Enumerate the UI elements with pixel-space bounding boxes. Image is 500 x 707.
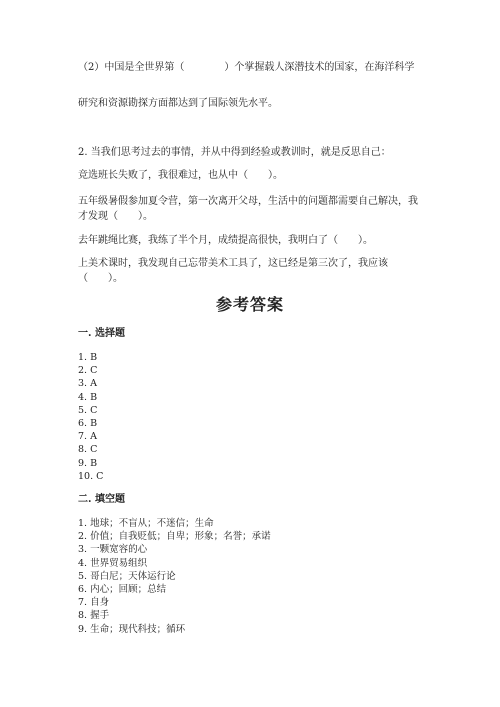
question-2-part-2-line-1: （2）中国是全世界第（ ）个掌握载人深潜技术的国家，在海洋科学: [78, 62, 415, 73]
choice-answer-6: 6. B: [78, 418, 98, 430]
question-3-item-4-line-2: （ ）。: [78, 273, 123, 284]
choice-answer-4: 4. B: [78, 391, 98, 403]
fill-answer-1: 1. 地球；不盲从；不迷信；生命: [78, 518, 214, 529]
choice-answer-2: 2. C: [78, 365, 98, 377]
choice-answer-list: [78, 351, 103, 483]
fill-answer-9: 9. 生命；现代科技；循环: [78, 623, 186, 635]
choice-answer-9: 9. B: [78, 457, 98, 469]
choice-answer-3: 3. A: [78, 378, 97, 390]
choice-answer-8: 8. C: [78, 444, 98, 456]
choice-answer-10: 10. C: [78, 470, 104, 482]
question-3-item-3: 去年跳绳比赛，我练了半个月，成绩提高很快，我明白了（ ）。: [78, 235, 373, 246]
answer-key-title: 参考答案: [215, 295, 284, 314]
choice-answer-7: 7. A: [78, 431, 97, 443]
fill-answer-6: 6. 内心；回顾；总结: [78, 584, 167, 596]
fill-answer-list: [78, 517, 271, 636]
choice-answer-5: 5. C: [78, 404, 98, 416]
question-3-item-2-line-2: 才发现（ ）。: [78, 211, 153, 222]
fill-answer-7: 7. 自身: [78, 597, 110, 609]
fill-answer-5: 5. 哥白尼；天体运行论: [78, 570, 176, 582]
question-3-item-1: 竞选班长失败了，我很难过，也从中（ ）。: [78, 170, 283, 181]
choice-answer-1: 1. B: [78, 352, 98, 363]
question-3-item-4-line-1: 上美术课时，我发现自己忘带美术工具了，这已经是第三次了，我应该: [78, 258, 388, 269]
fill-answer-8: 8. 握手: [78, 610, 110, 622]
fill-answer-4: 4. 世界贸易组织: [78, 557, 148, 569]
question-3-intro: 2. 当我们思考过去的事情，并从中得到经验或教训时，就是反思自己：: [78, 147, 391, 158]
fill-answer-2: 2. 价值；自我贬低；自卑；形象；名誉；承诺: [78, 531, 271, 543]
fill-answer-3: 3. 一颗宽容的心: [78, 544, 148, 556]
fill-section-heading: 二. 填空题: [78, 494, 125, 505]
choice-section-heading: 一. 选择题: [78, 328, 125, 339]
question-2-part-2-line-2: 研究和资源勘探方面都达到了国际领先水平。: [78, 98, 278, 109]
question-3-item-2-line-1: 五年级暑假参加夏令营，第一次离开父母，生活中的问题都需要自己解决，我: [78, 196, 418, 207]
